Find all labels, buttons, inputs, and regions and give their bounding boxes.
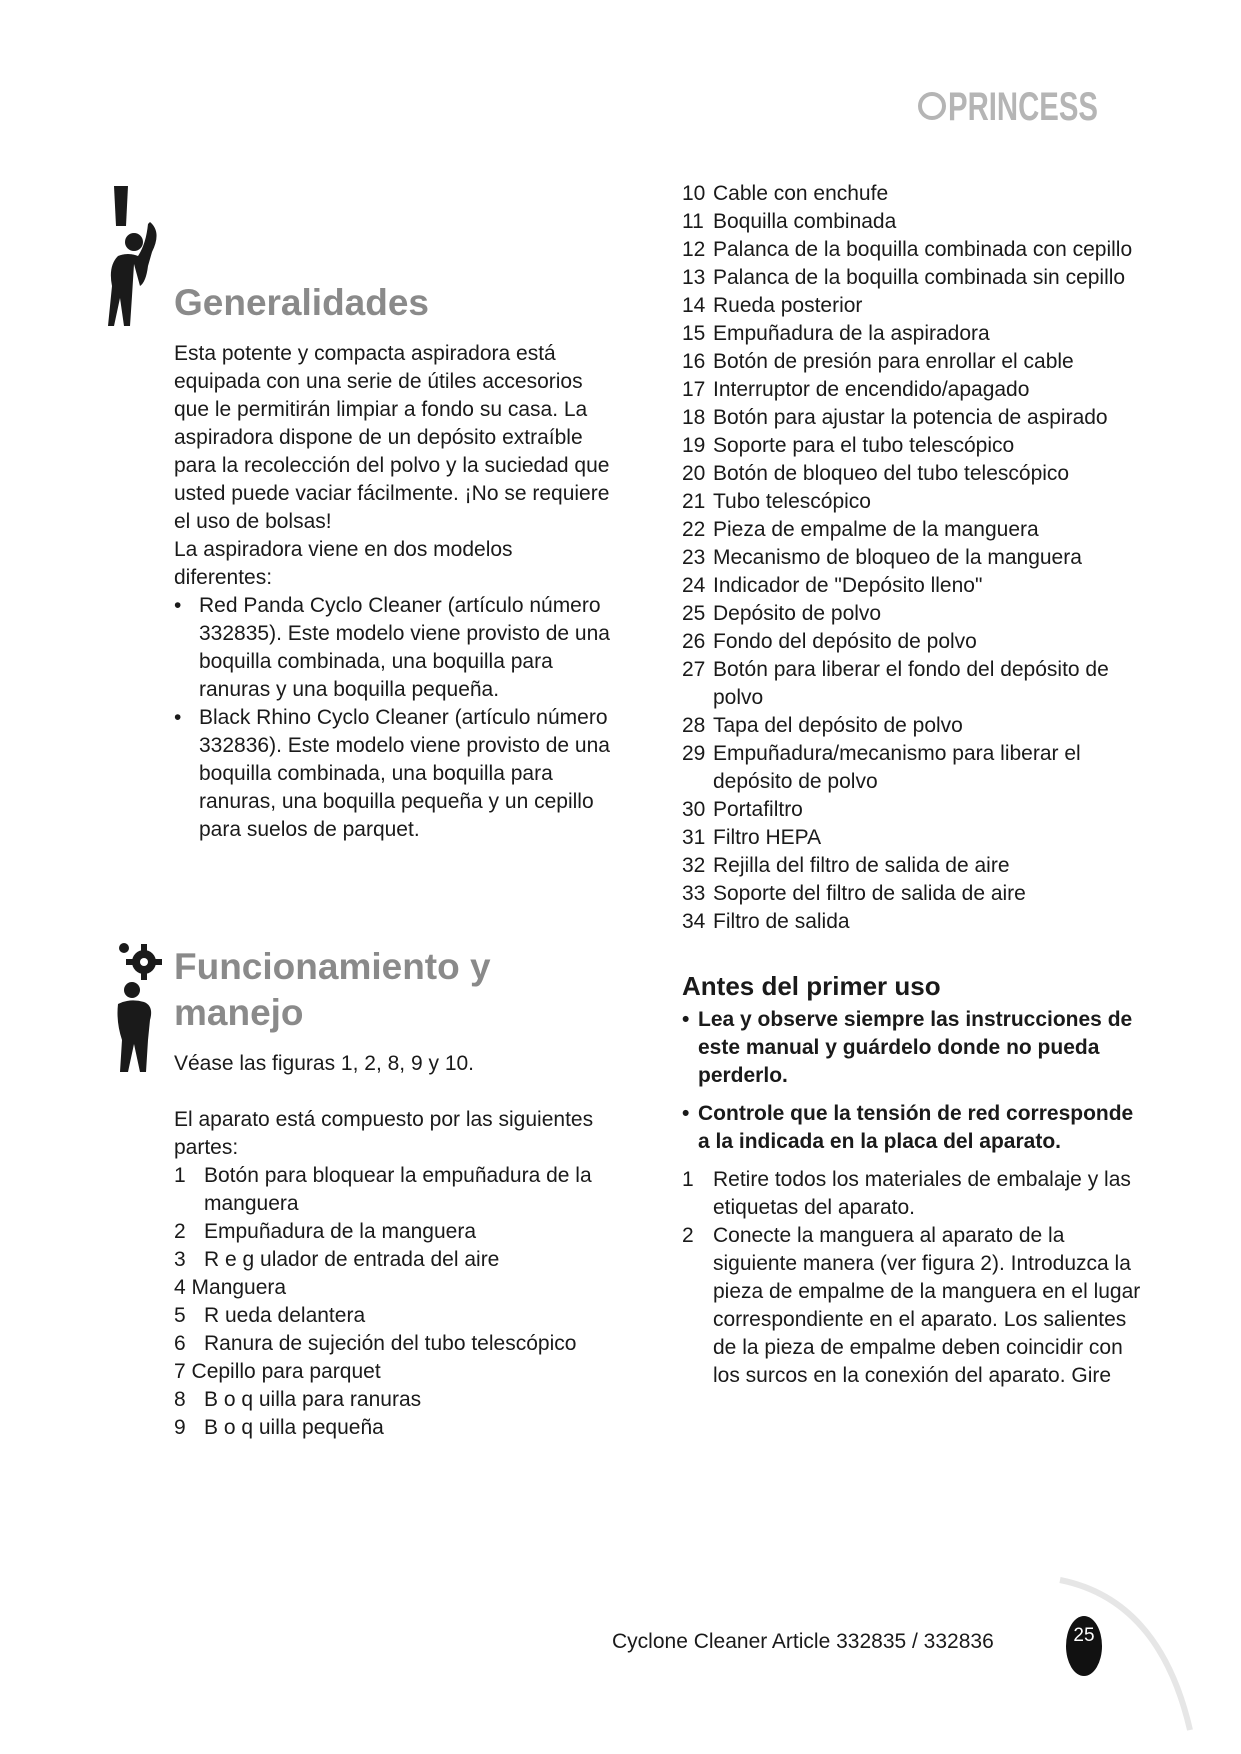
list-item: 4 Manguera: [174, 1276, 287, 1299]
models-paragraph: La aspiradora viene en dos modelos diferentes:: [174, 538, 513, 589]
heading-generalidades: Generalidades: [174, 282, 430, 323]
model-bullet-text: Red Panda Cyclo Cleaner (artículo número 332835). Este modelo viene provisto de una boquilla combinada, una boquilla para ranuras y una boquilla pequeña.: [199, 594, 610, 701]
list-item: 25 Depósito de polvo: [682, 602, 882, 625]
heading-funcionamiento: [174, 944, 614, 1036]
list-item: 5 R ueda delantera: [174, 1304, 366, 1327]
list-item: 7 Cepillo para parquet: [174, 1360, 381, 1383]
list-item: 15 Empuñadura de la aspiradora: [682, 322, 990, 345]
model-bullet: • Black Rhino Cyclo Cleaner (artículo número 332836). Este modelo viene provisto de una boquilla combinada, una boquilla para ranuras, una boquilla pequeña y un cepillo para suelos de parquet.: [174, 706, 610, 841]
list-item: 1 Botón para bloquear la empuñadura de la manguera: [174, 1164, 592, 1215]
princess-logo: [918, 76, 1118, 136]
list-item: 31 Filtro HEPA: [682, 826, 822, 849]
list-item: 21 Tubo telescópico: [682, 490, 871, 513]
gear-person-icon: [114, 940, 174, 1076]
list-item: 20 Botón de bloqueo del tubo telescópico: [682, 462, 1070, 485]
list-item: 9 B o q uilla pequeña: [174, 1416, 384, 1439]
list-item: 33 Soporte del filtro de salida de aire: [682, 882, 1026, 905]
intro-paragraph: Esta potente y compacta aspiradora está equipada con una serie de útiles accesorios que le permitirán limpiar a fondo su casa. La aspiradora dispone de un depósito extraíble para la recolección del polvo y la suciedad que usted puede vaciar fácilmente. ¡No se requiere el uso de bolsas!: [174, 342, 610, 533]
heading-funcionamiento-line2: manejo: [174, 992, 304, 1033]
parts-list-left: [174, 1162, 614, 1442]
list-item: 2 Empuñadura de la manguera: [174, 1220, 477, 1243]
list-item: 32 Rejilla del filtro de salida de aire: [682, 854, 1010, 877]
list-item: 11 Boquilla combinada: [682, 210, 897, 233]
parts-list-right: [682, 180, 1142, 936]
list-item: 24 Indicador de "Depósito lleno": [682, 574, 983, 597]
list-item: 17 Interruptor de encendido/apagado: [682, 378, 1030, 401]
model-bullet: • Red Panda Cyclo Cleaner (artículo número 332835). Este modelo viene provisto de una boquilla combinada, una boquilla para ranuras y una boquilla pequeña.: [174, 594, 610, 701]
model-bullet-text: Black Rhino Cyclo Cleaner (artículo número 332836). Este modelo viene provisto de una boquilla combinada, una boquilla para ranuras, una boquilla pequeña y un cepillo para suelos de parquet.: [199, 706, 610, 841]
list-item: 19 Soporte para el tubo telescópico: [682, 434, 1015, 457]
right-column: [682, 180, 1142, 1390]
warning-bullet: • Controle que la tensión de red corresponde a la indicada en la placa del aparato.: [682, 1102, 1134, 1153]
heading-antes-del-primer-uso: Antes del primer uso: [682, 971, 941, 1001]
list-item: 18 Botón para ajustar la potencia de aspirado: [682, 406, 1108, 429]
list-item: 22 Pieza de empalme de la manguera: [682, 518, 1039, 541]
list-item: 29 Empuñadura/mecanismo para liberar el depósito de polvo: [682, 742, 1081, 793]
list-item: 28 Tapa del depósito de polvo: [682, 714, 963, 737]
heading-funcionamiento-line1: Funcionamiento y: [174, 946, 491, 987]
logo-text: PRINCESS: [948, 85, 1098, 129]
list-item: 23 Mecanismo de bloqueo de la manguera: [682, 546, 1082, 569]
list-item: 14 Rueda posterior: [682, 294, 863, 317]
list-item: 10 Cable con enchufe: [682, 182, 889, 205]
decorative-arc: [1040, 1560, 1200, 1730]
warning-bullet: • Lea y observe siempre las instrucciones de este manual y guárdelo donde no pueda perderlo.: [682, 1008, 1133, 1087]
list-item: 26 Fondo del depósito de polvo: [682, 630, 977, 653]
list-item: 16 Botón de presión para enrollar el cable: [682, 350, 1074, 373]
see-figures-text: Véase las figuras 1, 2, 8, 9 y 10.: [174, 1052, 475, 1075]
list-item: 27 Botón para liberar el fondo del depósito de polvo: [682, 658, 1109, 709]
list-item: 3 R e g ulador de entrada del aire: [174, 1248, 500, 1271]
footer-article-text: Cyclone Cleaner Article 332835 / 332836: [612, 1630, 994, 1653]
left-column: [174, 280, 614, 1442]
list-item: 12 Palanca de la boquilla combinada con cepillo: [682, 238, 1133, 261]
list-item: 30 Portafiltro: [682, 798, 803, 821]
list-item: 6 Ranura de sujeción del tubo telescópico: [174, 1332, 577, 1355]
page-number: 25: [1066, 1616, 1102, 1676]
list-item: 8 B o q uilla para ranuras: [174, 1388, 422, 1411]
list-item: 13 Palanca de la boquilla combinada sin cepillo: [682, 266, 1126, 289]
exclamation-person-icon: [104, 186, 174, 330]
parts-intro-text: El aparato está compuesto por las siguientes partes:: [174, 1108, 594, 1159]
step-item: 1 Retire todos los materiales de embalaje y las etiquetas del aparato.: [682, 1168, 1131, 1219]
list-item: 34 Filtro de salida: [682, 910, 850, 933]
step-item: 2 Conecte la manguera al aparato de la siguiente manera (ver figura 2). Introduzca la pieza de empalme de la manguera en el lugar correspondiente en el aparato. Los salientes de la pieza de empalme deben coincidir con los surcos en la conexión del aparato. Gire: [682, 1224, 1141, 1387]
